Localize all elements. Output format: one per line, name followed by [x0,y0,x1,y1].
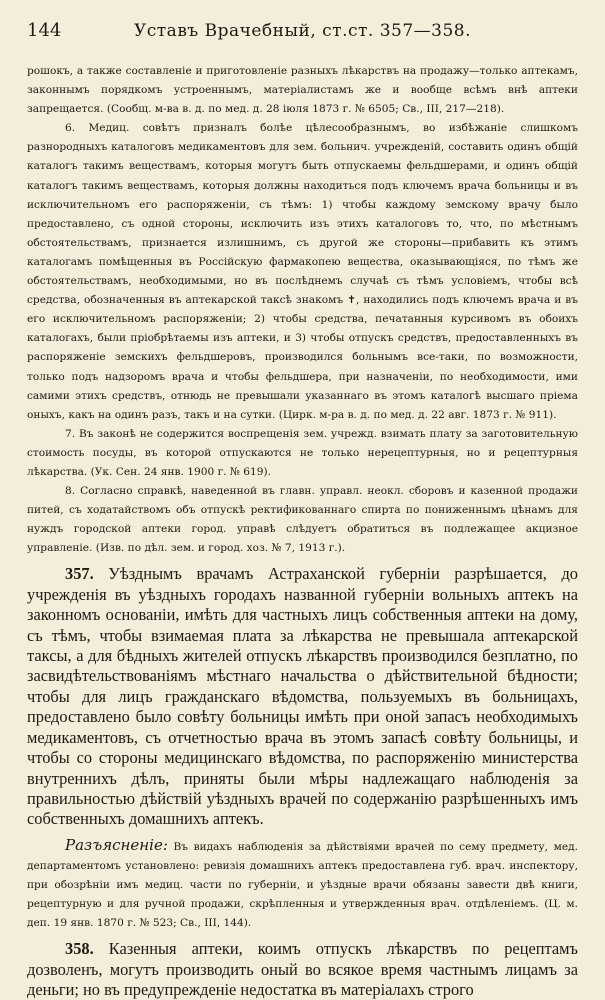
article-357 [27,564,578,829]
page-header [27,20,578,48]
article-358 [27,939,578,1000]
explanation-label: Разъясненіе: [65,835,168,854]
note-6: 6. Медиц. совѣтъ призналъ болѣе цѣлесообразнымъ, во избѣжаніе слишкомъ разнородныхъ каталоговъ медикаментовъ для зем. больнич. учрежденій, составить одинъ общій каталогъ такимъ веществамъ, которыя могутъ быть отпускаемы фельдшерами, и одинъ общій каталогъ такимъ веществамъ, которыя должны находиться подъ ключемъ врача больницы и въ исключительномъ его распоряженіи, съ тѣмъ: 1) чтобы каждому земскому врачу было предоставлено, съ одной стороны, исключить изъ этихъ каталоговъ то, что, по мѣстнымъ обстоятельствамъ, признается излишнимъ, съ другой же стороны—прибавить къ этимъ каталогамъ помѣщенныя въ Россійскую фармакопею вещества, оказывающіяся, по тѣмъ же обстоятельствамъ, необходимыми, но въ послѣднемъ случаѣ съ тѣмъ условіемъ, чтобы всѣ средства, обозначенныя въ аптекарской таксѣ знакомъ ✝, находились подъ ключемъ врача и въ его исключительномъ распоряженіи; 2) чтобы средства, печатанныя курсивомъ въ обоихъ каталогахъ, были пріобрѣтаемы изъ аптеки, и 3) чтобы отпускъ средствъ, предоставленныхъ въ распоряженіе земскихъ фельдшеровъ, производился больнымъ все-таки, по возможности, только подъ надзоромъ врача и чтобы фельдшера, при назначеніи, по необходимости, ими самими этихъ средствъ, отнюдь не превышали указаннаго въ этомъ каталогѣ высшаго пріема оныхъ, какъ на одинъ разъ, такъ и на сутки. (Цирк. м-ра в. д. по мед. д. 22 авг. 1873 г. № 911). [27,122,578,421]
explanation-text: Въ видахъ наблюденія за дѣйствіями врачей по сему предмету, мед. департаментомъ установлено: ревизія домашнихъ аптекъ предоставлена губ. врач. инспектору, при обозрѣніи имъ медиц. части по губерніи, и уѣздные врачи обязаны завести двѣ книги, рецептурную и для ручной продажи, скрѣпленныя и утвержденныя врач. отдѣленіемъ. (Ц. м. деп. 19 янв. 1870 г. № 523; Св., III, 144). [27,840,578,930]
article-357-text: Уѣзднымъ врачамъ Астраханской губерніи разрѣшается, до учрежденія въ уѣздныхъ городахъ названной губерніи вольныхъ аптекъ на законномъ основаніи, имѣть для частныхъ лицъ собственныя аптеки на дому, съ тѣмъ, чтобы взимаемая плата за лѣкарства не превышала аптекарской таксы, а для бѣдныхъ жителей отпускъ лѣкарствъ производился безплатно, по засвидѣтельствованіямъ мѣстнаго начальства о дѣйствительной бѣдности; чтобы для лицъ гражданскаго вѣдомства, пользуемыхъ въ больницахъ, предоставлено было совѣту больницы имѣть при оной запасъ необходимыхъ медикаментовъ, съ отчетностью врача въ этомъ запасѣ совѣту больницы, и чтобы со стороны медицинскаго вѣдомства, по распоряженію министерства внутреннихъ дѣлъ, приняты были мѣры надлежащаго наблюденія за правильностью дѣйствій уѣздныхъ врачей по содержанію разрѣшенныхъ имъ собственныхъ домашнихъ аптекъ. [27,564,578,829]
page-number: 144 [27,20,62,41]
running-title: Уставъ Врачебный, ст.ст. 357—358. [133,21,472,41]
article-357-number: 357. [65,564,94,584]
article-358-number: 358. [65,939,94,959]
paragraph-continuation: рошокъ, а также составленіе и приготовленіе разныхъ лѣкарствъ на продажу—только аптекамъ, законнымъ порядкомъ устроеннымъ, матеріалистамъ же и вообще всѣмъ внѣ аптеки запрещается. (Сообщ. м-ва в. д. по мед. д. 28 іюля 1873 г. № 6505; Св., III, 217—218). [27,65,578,116]
note-7: 7. Въ законѣ не содержится воспрещенія зем. учрежд. взимать плату за заготовительную стоимость посуды, въ которой отпускаются не только нерецептурныя, но и рецептурныя лѣкарства. (Ук. Сен. 24 янв. 1900 г. № 619). [27,427,578,478]
article-358-text: Казенныя аптеки, коимъ отпускъ лѣкарствъ по рецептамъ дозволенъ, могутъ производить оный во всякое время частнымъ лицамъ за деньги; но въ предупрежденіе недостатка въ матеріалахъ строго [27,939,578,999]
explanation [27,836,578,933]
note-8: 8. Согласно справкѣ, наведенной въ главн. управл. неокл. сборовъ и казенной продажи питей, съ ходатайствомъ объ отпускѣ ректификованнаго спирта по пониженнымъ цѣнамъ для нуждъ городской аптеки город. управѣ слѣдуетъ обратиться въ подлежащее акцизное управленіе. (Изв. по дѣл. зем. и город. хоз. № 7, 1913 г.). [27,485,578,555]
